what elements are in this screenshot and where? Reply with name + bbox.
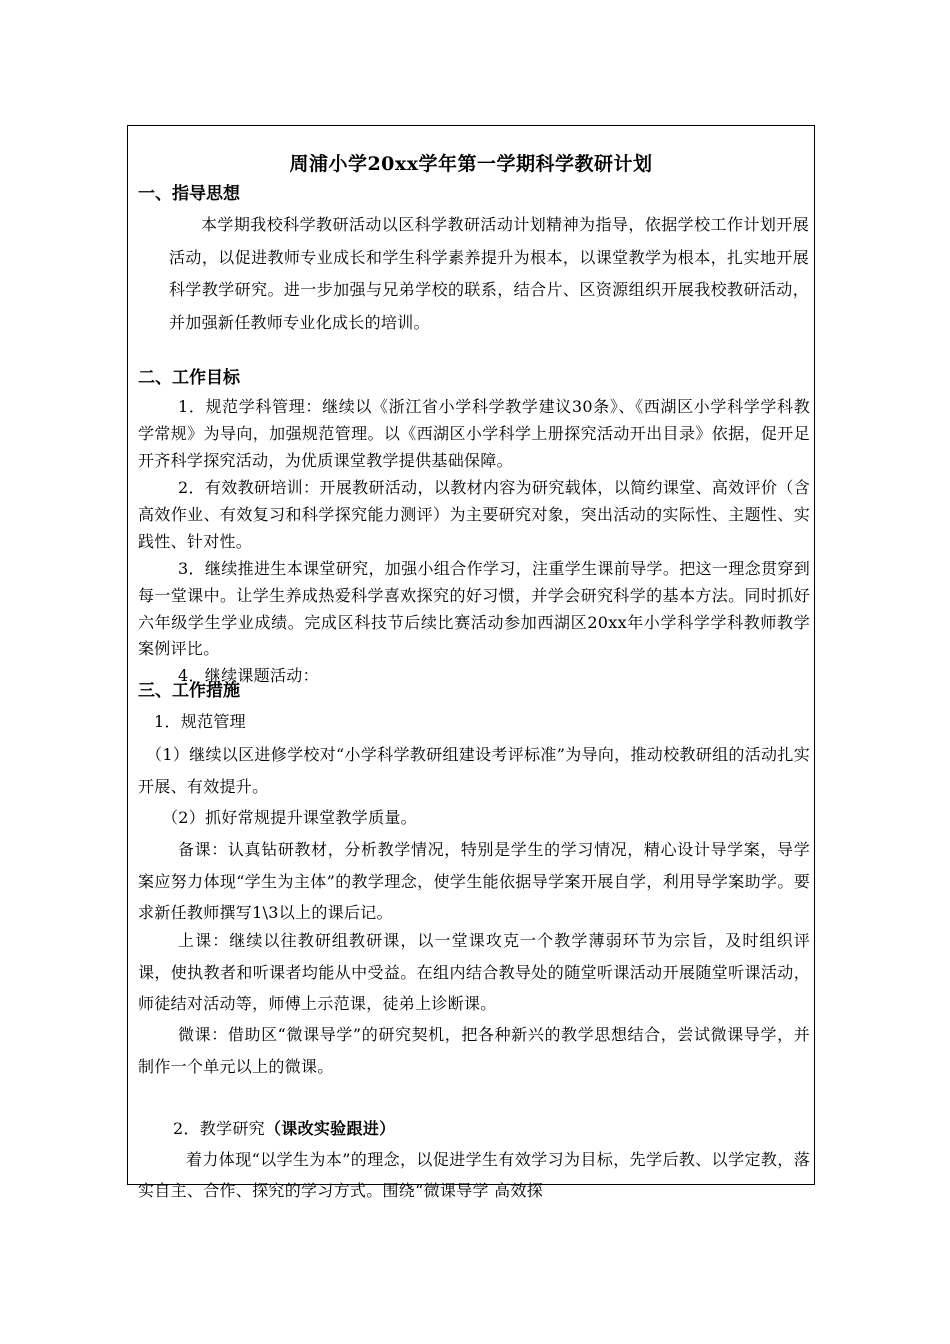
paragraph-teaching-research: 着力体现“以学生为本”的理念，以促进学生有效学习为目标，先学后教、以学定教，落实自主、合作、探究的学习方式。围绕“微课导学 高效探 <box>138 1150 810 1200</box>
teaching-research-bold-note: （课改实验跟进） <box>264 1119 396 1138</box>
document-frame <box>127 125 815 1200</box>
paragraph-lesson-prep: 备课：认真钻研教材，分析教学情况，特别是学生的学习情况，精心设计导学案，导学案应努力体现“学生为主体”的教学理念，使学生能依据导学案开展自学，利用导学案助学。要求新任教师撰写1\3以上的课后记。 <box>138 840 810 922</box>
section-heading-work-goals: 二、工作目标 <box>138 368 240 388</box>
paragraph-goal-4: 4．继续课题活动： <box>178 666 319 685</box>
section-heading-work-measures: 三、工作措施 <box>138 681 240 701</box>
section-heading-guiding-ideology: 一、指导思想 <box>138 184 240 204</box>
paragraph-measure-1-1: （1）继续以区进修学校对“小学科学教研组建设考评标准”为导向，推动校教研组的活动扎实开展、有效提升。 <box>138 745 810 796</box>
teaching-research-label: 2．教学研究 <box>173 1119 265 1138</box>
paragraph-goal-1: 1．规范学科管理：继续以《浙江省小学科学教学建议30条》、《西湖区小学科学学科教学常规》为导向，加强规范管理。以《西湖区小学科学上册探究活动开出目录》依据，促开足开齐科学探究活动，为优质课堂教学提供基础保障。 <box>138 397 810 470</box>
paragraph-measure-1-2: （2）抓好常规提升课堂教学质量。 <box>162 808 417 827</box>
paragraph-goal-2: 2．有效教研培训：开展教研活动，以教材内容为研究载体，以简约课堂、高效评价（含高效作业、有效复习和科学探究能力测评）为主要研究对象，突出活动的实际性、主题性、实践性、针对性。 <box>138 478 810 551</box>
paragraph-measure-1: 1．规范管理 <box>154 712 246 731</box>
paragraph-guiding-ideology: 本学期我校科学教研活动以区科学教研活动计划精神为指导，依据学校工作计划开展活动，以促进教师专业成长和学生科学素养提升为根本，以课堂教学为根本，扎实地开展科学教学研究。进一步加强与兄弟学校的联系，结合片、区资源组织开展我校教研活动，并加强新任教师专业化成长的培训。 <box>169 215 809 332</box>
paragraph-teaching-research-heading <box>173 1116 793 1142</box>
document-title: 周浦小学20xx学年第一学期科学教研计划 <box>289 153 653 175</box>
paragraph-micro-lesson: 微课：借助区“微课导学”的研究契机，把各种新兴的教学思想结合，尝试微课导学，并制作一个单元以上的微课。 <box>138 1025 810 1076</box>
paragraph-goal-3: 3．继续推进生本课堂研究，加强小组合作学习，注重学生课前导学。把这一理念贯穿到每一堂课中。让学生养成热爱科学喜欢探究的好习惯，并学会研究科学的基本方法。同时抓好六年级学生学业成绩。完成区科技节后续比赛活动参加西湖区20xx年小学科学学科教师教学案例评比。 <box>138 559 810 659</box>
paragraph-class-teaching: 上课：继续以往教研组教研课，以一堂课攻克一个教学薄弱环节为宗旨，及时组织评课，使执教者和听课者均能从中受益。在组内结合教导处的随堂听课活动开展随堂听课活动，师徒结对活动等，师傅上示范课，徒弟上诊断课。 <box>138 931 810 1013</box>
